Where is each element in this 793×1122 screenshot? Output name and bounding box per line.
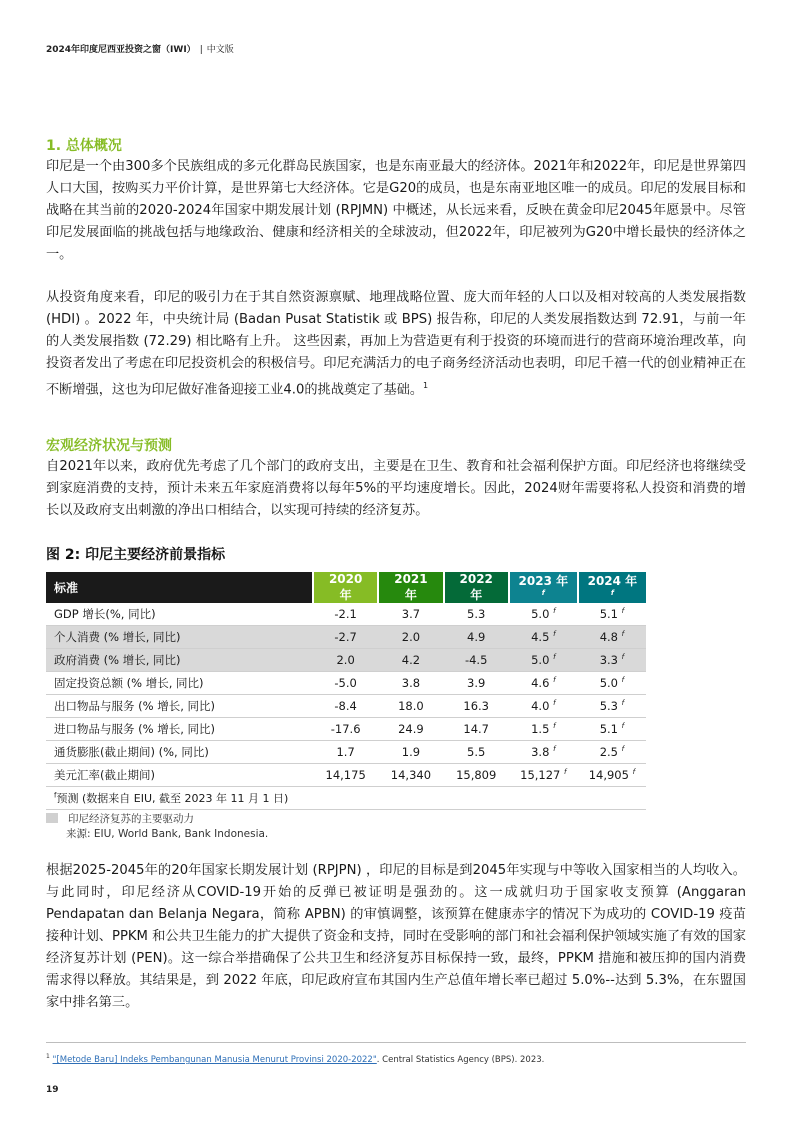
row-label: 个人消费 (% 增长, 同比) [46,626,313,649]
cell-value: -2.7 [334,630,357,644]
forecast-mark: f [621,630,625,639]
forecast-mark: f [541,589,545,597]
table-note-row [46,787,646,810]
cell-value: 5.1 [599,722,618,736]
section-long-term [46,860,746,1014]
forecast-mark: f [621,699,625,708]
forecast-mark: f [632,768,636,777]
table-cell [578,649,646,672]
legend-label: 印尼经济复苏的主要驱动力 [68,812,194,825]
table-cell [578,626,646,649]
forecast-note-mark: f [54,791,57,800]
section-macro [46,436,746,522]
table-row [46,718,646,741]
table-cell [578,672,646,695]
cell-value: 5.1 [599,607,618,621]
cell-value: -2.1 [334,607,357,621]
table-cell [509,649,578,672]
figure-source: 来源: EIU, World Bank, Bank Indonesia. [66,828,269,840]
cell-value: 1.9 [401,745,421,759]
forecast-mark: f [621,653,625,662]
footnote-link[interactable]: "[Metode Baru] Indeks Pembangunan Manusia Menurut Provinsi 2020-2022" [52,1054,377,1065]
cell-value: 1.5 [531,722,550,736]
indicator-table [46,572,646,810]
table-cell [313,695,378,718]
cell-value: 18.0 [398,699,424,713]
table-cell [378,695,443,718]
table-cell [578,603,646,626]
column-header-label: 标准 [46,572,313,603]
forecast-mark: f [553,607,556,616]
table-cell [313,649,378,672]
table-cell [313,672,378,695]
table-cell [578,764,646,787]
table-cell [578,741,646,764]
cell-value: 3.8 [531,745,550,759]
table-header-row [46,572,646,603]
table-cell [444,718,509,741]
table-cell [444,603,509,626]
legend-swatch [46,813,58,823]
table-body [46,603,646,810]
table-cell [578,695,646,718]
table-cell [444,695,509,718]
forecast-note-text: 预测 (数据来自 EIU, 截至 2023 年 11 月 1 日) [56,792,289,805]
table-cell [313,603,378,626]
long-term-paragraph: 根据2025-2045年的20年国家长期发展计划 (RPJPN) ，印尼的目标是到2045年实现与中等收入国家相当的人均收入。与此同时，印尼经济从COVID-19开始的反弹已被证明是强劲的。这一成就归功于国家收支预算 (Anggaran Pendapatan dan Belanja Negara，简称 APBN) 的审慎调整，该预算在健康赤字的情况下为成功的 COVID-19 疫苗接种计划、PPKM 和公共卫生能力的扩大提供了资金和支持，同时在受影响的部门和社会福利保护领域实施了有效的国家经济复苏计划 (PEN)。这一综合举措确保了公共卫生和经济复苏目标保持一致，最终，PPKM 措施和被压抑的国内消费需求得以释放。其结果是，到 2022 年底，印尼政府宣布其国内生产总值年增长率已超过 5.0%--达到 5.3%，在东盟国家中排名第三。 [46,863,746,1010]
cell-value: -8.4 [334,699,357,713]
cell-value: 24.9 [398,722,424,736]
header-separator: | [199,45,203,55]
table-cell [444,741,509,764]
cell-value: 14,340 [390,768,432,782]
header-title: 2024年印度尼西亚投资之窗（IWI） [46,45,196,55]
table-cell [378,764,443,787]
table-cell [378,626,443,649]
table-cell [509,718,578,741]
forecast-mark: f [621,722,625,731]
footnote-mark: 1 [46,1053,50,1060]
figure-legend [46,810,268,842]
footnote [46,1053,544,1065]
row-label: 通货膨胀(截止期间) (%, 同比) [46,741,313,764]
row-label: 美元汇率(截止期间) [46,764,313,787]
forecast-mark: f [553,653,556,662]
cell-value: 5.3 [467,607,486,621]
row-label: 进口物品与服务 (% 增长, 同比) [46,718,313,741]
table-row [46,603,646,626]
running-header [46,42,234,55]
forecast-mark: f [621,745,625,754]
row-label: 固定投资总额 (% 增长, 同比) [46,672,313,695]
cell-value: 4.9 [467,630,486,644]
legend-entry [46,810,268,826]
cell-value: 15,127 [520,768,561,782]
cell-value: 4.8 [599,630,618,644]
table-cell [378,649,443,672]
cell-value: 3.3 [599,653,618,667]
column-header-2024 [578,572,646,603]
row-label: 出口物品与服务 (% 增长, 同比) [46,695,313,718]
overview-paragraph-2-text: 从投资角度来看，印尼的吸引力在于其自然资源禀赋、地理战略位置、庞大而年轻的人口以及相对较高的人类发展指数 (HDI) 。2022 年，中央统计局 (Badan Pusat Statistik 或 BPS) 报告称，印尼的人类发展指数达到 72.91，与前一年的人类发展指数 (72.29) 相比略有上升。 这些因素，再加上为营造更有利于投资的环境而进行的营商环境治理改革，向投资者发出了考虑在印尼投资机会的积极信号。印尼充满活力的电子商务经济活动也表明，印尼千禧一代的创业精神正在不断增强，这也为印尼做好准备迎接工业4.0的挑战奠定了基础。 [46,290,746,398]
cell-value: 5.0 [531,653,550,667]
cell-value: 15,809 [456,768,497,782]
table-cell [509,672,578,695]
cell-value: 2.0 [336,653,355,667]
column-header-2023 [509,572,578,603]
column-header-2022: 2022 年 [444,572,509,603]
column-header-2023-text: 2023 年 [518,574,569,588]
cell-value: 4.0 [531,699,550,713]
table-cell [378,718,443,741]
table-cell [313,741,378,764]
forecast-mark: f [553,630,556,639]
cell-value: 14,905 [588,768,629,782]
header-edition: 中文版 [206,45,234,55]
table-cell [444,672,509,695]
cell-value: 5.3 [599,699,618,713]
macro-paragraph: 自2021年以来，政府优先考虑了几个部门的政府支出，主要是在卫生、教育和社会福利保护方面。印尼经济也将继续受到家庭消费的支持，预计未来五年家庭消费将以每年5%的平均速度增长。因此，2024财年需要将私人投资和消费的增长以及政府支出刺激的净出口相结合，以实现可持续的经济复苏。 [46,459,746,518]
cell-value: 14,175 [325,768,366,782]
cell-value: 2.0 [401,630,421,644]
forecast-mark: f [564,768,567,777]
table-row [46,672,646,695]
overview-paragraph-1: 印尼是一个由300多个民族组成的多元化群岛民族国家，也是东南亚最大的经济体。2021年和2022年，印尼是世界第四人口大国，按购买力平价计算，是世界第七大经济体。它是G20的成员，也是东南亚地区唯一的成员。印尼的发展目标和战略在其当前的2020-2024年国家中期发展计划 (RPJMN) 中概述，从长远来看，反映在黄金印尼2045年愿景中。尽管印尼发展面临的挑战包括与地缘政治、健康和经济相关的全球波动，但2022年，印尼被列为G20中增长最快的经济体之一。 [46,159,746,262]
row-label: 政府消费 (% 增长, 同比) [46,649,313,672]
table-note [46,787,646,810]
cell-value: 4.6 [531,676,550,690]
cell-value: -5.0 [334,676,357,690]
page-number: 19 [46,1085,59,1095]
overview-paragraph-2 [46,287,746,401]
table-cell [578,718,646,741]
cell-value: 5.0 [531,607,550,621]
cell-value: 1.7 [336,745,355,759]
cell-value: 3.9 [467,676,486,690]
forecast-mark: f [553,699,556,708]
section-title-overview: 1. 总体概况 [46,138,122,154]
cell-value: 16.3 [463,699,489,713]
table-row [46,626,646,649]
footnote-rest: . Central Statistics Agency (BPS). 2023. [376,1054,545,1065]
table-cell [444,626,509,649]
cell-value: 4.5 [531,630,550,644]
footnote-reference[interactable]: 1 [423,381,429,390]
section-overview [46,136,746,266]
table-cell [313,764,378,787]
table-cell [509,626,578,649]
column-header-2024-text: 2024 年 [587,574,638,588]
cell-value: 5.0 [599,676,618,690]
table-cell [444,649,509,672]
table-cell [378,741,443,764]
figure-title: 图 2: 印尼主要经济前景指标 [46,547,226,563]
table-cell [313,626,378,649]
forecast-mark: f [621,607,625,616]
row-label: GDP 增长(%, 同比) [46,603,313,626]
table-cell [378,603,443,626]
table-row [46,741,646,764]
column-header-2020: 2020 年 [313,572,378,603]
forecast-mark: f [610,589,614,597]
section-investment [46,287,746,401]
cell-value: 3.8 [401,676,421,690]
table-cell [509,695,578,718]
forecast-mark: f [553,745,556,754]
cell-value: -17.6 [330,722,361,736]
cell-value: -4.5 [464,653,488,667]
cell-value: 2.5 [599,745,618,759]
cell-value: 3.7 [401,607,421,621]
footnote-divider [46,1042,746,1043]
table-cell [313,718,378,741]
cell-value: 4.2 [401,653,421,667]
forecast-mark: f [553,722,556,731]
section-title-macro: 宏观经济状况与预测 [46,438,172,454]
table-row [46,764,646,787]
column-header-2021: 2021 年 [378,572,443,603]
forecast-mark: f [621,676,625,685]
cell-value: 5.5 [467,745,486,759]
table-cell [378,672,443,695]
table-cell [509,603,578,626]
table-row [46,695,646,718]
table-cell [509,764,578,787]
table-cell [509,741,578,764]
table-row [46,649,646,672]
cell-value: 14.7 [463,722,489,736]
forecast-mark: f [553,676,556,685]
table-cell [444,764,509,787]
